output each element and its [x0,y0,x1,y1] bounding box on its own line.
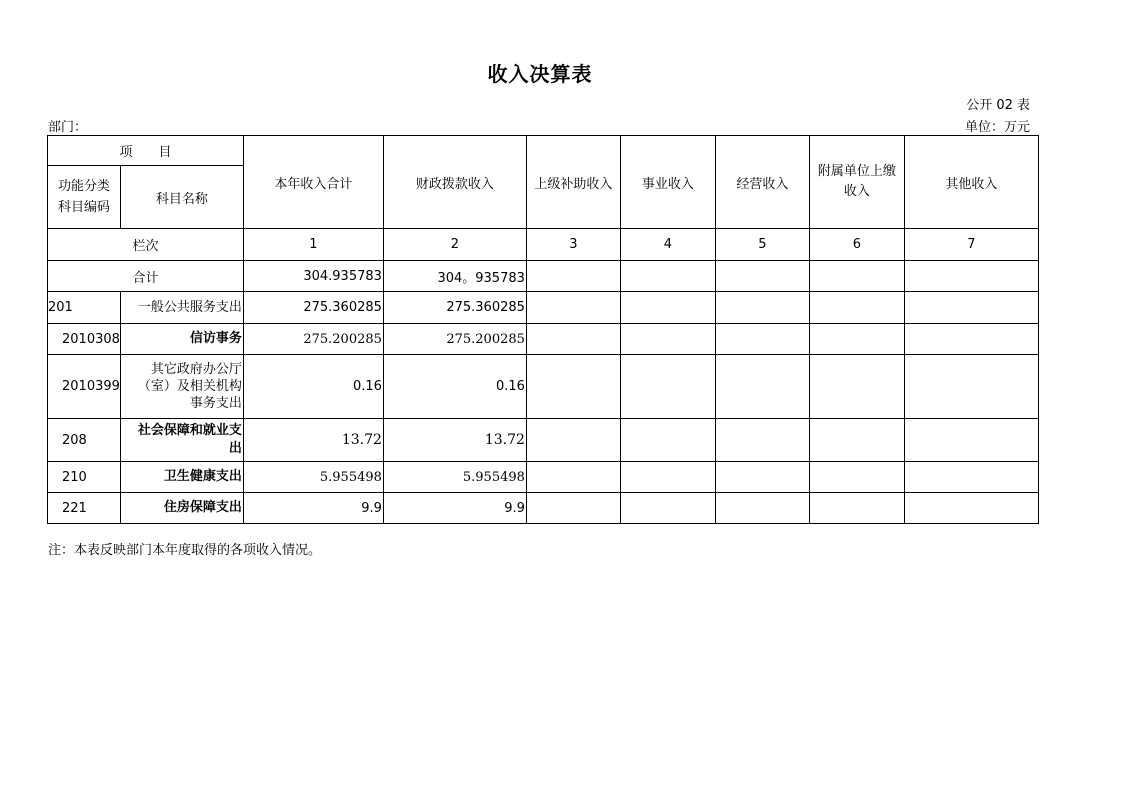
row-value [715,324,809,355]
row-code: 210 [48,462,121,493]
row-value [904,493,1038,524]
row-value [620,462,715,493]
row-code: 2010308 [48,324,121,355]
line-number: 1 [243,229,383,261]
row-value [620,419,715,462]
total-value: 304.935783 [243,261,383,292]
line-number: 7 [904,229,1038,261]
row-name: 其它政府办公厅（室）及相关机构事务支出 [120,355,243,419]
line-label: 栏次 [48,229,244,261]
row-value: 5.955498 [383,462,526,493]
page-title: 收入决算表 [487,62,593,86]
row-value [526,462,620,493]
row-value: 275.360285 [383,292,526,324]
row-name: 信访事务 [120,324,243,355]
table-row [48,493,1039,524]
header-subject-name: 科目名称 [120,166,243,229]
row-value: 5.955498 [243,462,383,493]
line-number: 6 [809,229,904,261]
row-value [715,419,809,462]
table-row [48,462,1039,493]
department-label: 部门： [48,120,88,135]
total-row [48,261,1039,292]
row-value [904,462,1038,493]
row-name: 社会保障和就业支出 [120,419,243,462]
total-label: 合计 [48,261,244,292]
header-col-7: 其他收入 [904,136,1038,229]
row-value [620,355,715,419]
row-value [526,324,620,355]
table-row [48,419,1039,462]
row-value [809,355,904,419]
row-name: 住房保障支出 [120,493,243,524]
header-item: 项 目 [48,136,244,166]
row-value [904,324,1038,355]
total-value [715,261,809,292]
row-value [809,292,904,324]
row-value [809,324,904,355]
row-value: 275.360285 [243,292,383,324]
line-number: 3 [526,229,620,261]
header-col-4: 事业收入 [620,136,715,229]
unit-label: 单位：万元 [964,120,1030,135]
row-value [715,355,809,419]
row-value [715,462,809,493]
header-func-code: 功能分类科目编码 [48,166,121,229]
row-value: 0.16 [243,355,383,419]
header-col-1: 本年收入合计 [243,136,383,229]
row-name: 一般公共服务支出 [120,292,243,324]
row-code: 2010399 [48,355,121,419]
total-value: 304。935783 [383,261,526,292]
row-value [620,324,715,355]
row-value [620,493,715,524]
total-value [904,261,1038,292]
row-value [715,292,809,324]
row-value [526,292,620,324]
row-value [904,292,1038,324]
total-value [809,261,904,292]
row-name: 卫生健康支出 [120,462,243,493]
row-value [809,493,904,524]
row-value [904,419,1038,462]
total-value [526,261,620,292]
header-col-6: 附属单位上缴收入 [809,136,904,229]
line-number: 2 [383,229,526,261]
total-value [620,261,715,292]
table-row [48,292,1039,324]
income-table [47,135,1039,524]
line-number: 4 [620,229,715,261]
row-value [526,355,620,419]
row-value [809,419,904,462]
row-value: 13.72 [383,419,526,462]
row-value [526,493,620,524]
row-code: 221 [48,493,121,524]
row-value: 9.9 [243,493,383,524]
form-number: 公开 02 表 [966,98,1030,113]
row-value [809,462,904,493]
row-value: 13.72 [243,419,383,462]
row-value [620,292,715,324]
footnote: 注：本表反映部门本年度取得的各项收入情况。 [48,543,322,558]
row-value [904,355,1038,419]
row-value: 275.200285 [383,324,526,355]
row-value: 0.16 [383,355,526,419]
line-number-row [48,229,1039,261]
table-row [48,355,1039,419]
line-number: 5 [715,229,809,261]
row-value [526,419,620,462]
table-row [48,324,1039,355]
header-col-5: 经营收入 [715,136,809,229]
header-row-1 [48,136,1039,166]
row-value: 275.200285 [243,324,383,355]
row-code: 201 [48,292,121,324]
header-col-2: 财政拨款收入 [383,136,526,229]
row-code: 208 [48,419,121,462]
row-value: 9.9 [383,493,526,524]
row-value [715,493,809,524]
header-col-3: 上级补助收入 [526,136,620,229]
